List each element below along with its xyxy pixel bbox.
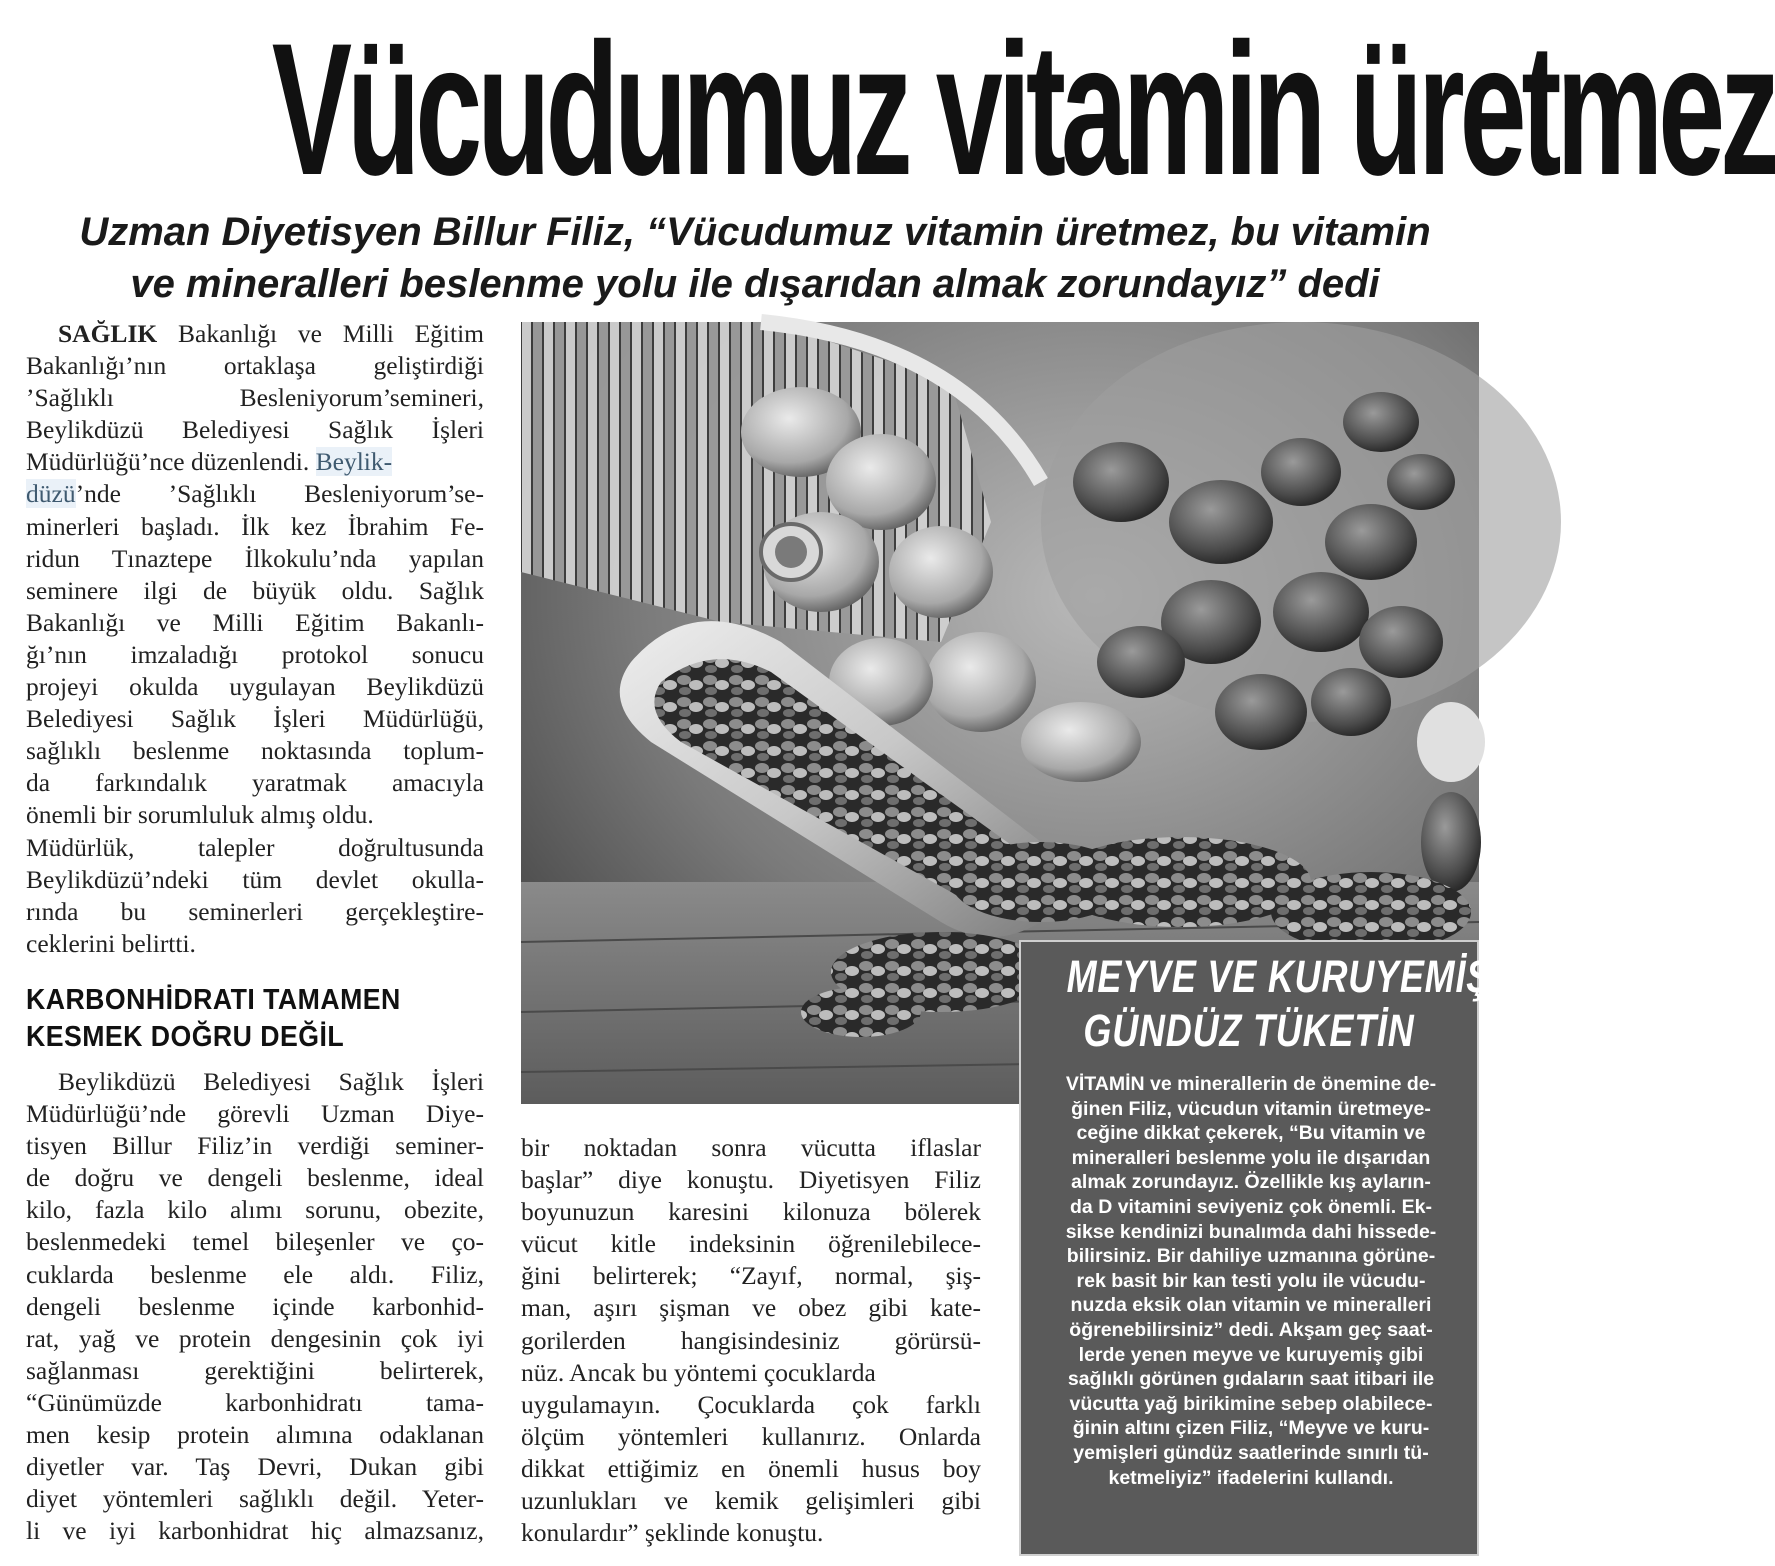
article-line: sağlanması gerektiğini belirterek, xyxy=(26,1355,484,1385)
sidebar-line: lerde yenen meyve ve kuruyemiş gibi xyxy=(1078,1343,1424,1366)
article-line: Bakanlığı ve Milli Eğitim Bakanlı- xyxy=(26,607,484,637)
article-line: SAĞLIK Bakanlığı ve Milli Eğitim xyxy=(58,319,484,348)
highlight-beylikduzu: düzü xyxy=(26,479,76,509)
article-line: “Günümüzde karbonhidratı tama- xyxy=(26,1387,484,1417)
article-line: Müdürlük, talepler doğrultusunda xyxy=(26,832,484,862)
article-line: seminere ilgi de büyük oldu. Sağlık xyxy=(26,575,484,605)
highlight-beylikduzu: Beylik- xyxy=(315,447,393,477)
sidebar-line: ceğine dikkat çekerek, “Bu vitamin ve xyxy=(1076,1122,1426,1145)
article-line: boyunuzun karesini kilonuza bölerek xyxy=(521,1197,981,1227)
article-line: Beylikdüzü’ndeki tüm devlet okulla- xyxy=(26,864,484,894)
article-line: beslenmedeki temel bileşenler ve ço- xyxy=(26,1227,484,1257)
sidebar-line: bilirsiniz. Bir dahiliye uzmanına görüne- xyxy=(1066,1245,1436,1268)
article-line: ğı’nın imzaladığı protokol sonucu xyxy=(26,639,484,669)
sidebar-line: yemişleri gündüz saatlerinde sınırlı tü- xyxy=(1073,1441,1429,1464)
article-line: konulardır” şeklinde konuştu. xyxy=(521,1518,824,1548)
article-line: ğini belirterek; “Zayıf, normal, şiş- xyxy=(521,1261,981,1291)
article-column-1 xyxy=(26,318,484,960)
sidebar-line: ğinen Filiz, vücudun vitamin üretmeye- xyxy=(1071,1097,1431,1120)
article-line: li ve iyi karbonhidrat hiç almazsanız, xyxy=(26,1516,484,1546)
article-line: vücut kitle indeksinin öğrenilebilece- xyxy=(521,1229,981,1259)
article-line: başlar” diye konuştu. Diyetisyen Filiz xyxy=(521,1165,981,1195)
article-line: gorilerden hangisindesiniz görürsü- xyxy=(521,1325,981,1355)
article-line: diyet yöntemleri sağlıklı değil. Yeter- xyxy=(26,1484,484,1514)
article-line: minerleri başladı. İlk kez İbrahim Fe- xyxy=(26,511,484,541)
article-line: ceklerini belirtti. xyxy=(26,928,196,958)
sidebar-line: nuzda eksik olan vitamin ve mineralleri xyxy=(1070,1294,1432,1317)
deck-line: Uzman Diyetisyen Billur Filiz, “Vücudumuz vitamin üretmez, bu vitamin xyxy=(79,210,1431,254)
article-line: ’Sağlıklı Besleniyorum’semineri, xyxy=(26,383,484,413)
article-line: kilo, fazla kilo alımı sorunu, obezite, xyxy=(26,1195,484,1225)
article-line: uzunlukları ve kemik gelişimleri gibi xyxy=(521,1486,981,1516)
sidebar-line: ğinin altını çizen Filiz, “Meyve ve kuru- xyxy=(1072,1417,1430,1440)
sidebar-line: sikse kendinizi bunalımda dahi hissede- xyxy=(1065,1220,1437,1243)
sidebar-line: rek basit bir kan testi yolu ile vücudu- xyxy=(1076,1269,1426,1292)
article-line: uygulamayın. Çocuklarda çok farklı xyxy=(521,1389,981,1419)
article-line: düzü’nde ’Sağlıklı Besleniyorum’se- xyxy=(26,479,484,509)
article-column-1-lower xyxy=(26,1066,484,1547)
article-line: bir noktadan sonra vücutta iflaslar xyxy=(521,1133,981,1162)
article-line: Beylikdüzü Belediyesi Sağlık İşleri xyxy=(26,415,484,445)
article-line: sağlıklı beslenme noktasında toplum- xyxy=(26,736,484,766)
article-line: rında bu seminerleri gerçekleştire- xyxy=(26,896,484,926)
sidebar-line: ketmeliyiz” ifadelerini kullandı. xyxy=(1108,1466,1394,1489)
article-line: Müdürlüğü’nce düzenlendi. Beylik- xyxy=(26,447,393,477)
article-line: nüz. Ancak bu yöntemi çocuklarda xyxy=(521,1357,876,1387)
article-line: Bakanlığı’nın ortaklaşa geliştirdiği xyxy=(26,351,484,381)
article-column-2 xyxy=(521,1132,981,1549)
sidebar-box xyxy=(1019,940,1502,1556)
article-line: diyetler var. Taş Devri, Dukan gibi xyxy=(26,1452,484,1482)
article-line: dengeli beslenme içinde karbonhid- xyxy=(26,1291,484,1321)
article-line: de doğru ve dengeli beslenme, ideal xyxy=(26,1163,484,1193)
deck xyxy=(20,206,1490,310)
sidebar-line: VİTAMİN ve minerallerin de önemine de- xyxy=(1065,1073,1437,1095)
subheading: KARBONHİDRATI TAMAMEN KESMEK DOĞRU DEĞİL xyxy=(26,984,401,1053)
lead-word: SAĞLIK xyxy=(58,319,158,348)
article-line: önemli bir sorumluluk almış oldu. xyxy=(26,800,374,830)
article-line: projeyi okulda uygulayan Beylikdüzü xyxy=(26,672,484,702)
sidebar-body xyxy=(1041,1072,1461,1490)
article-line: man, aşırı şişman ve obez gibi kate- xyxy=(521,1293,981,1323)
article-line: ölçüm yöntemleri kullanırız. Onlarda xyxy=(521,1421,981,1451)
article-line: ridun Tınaztepe İlkokulu’nda yapılan xyxy=(26,543,484,573)
article-line: men kesip protein alımına odaklanan xyxy=(26,1420,484,1450)
article-line: Belediyesi Sağlık İşleri Müdürlüğü, xyxy=(26,704,484,734)
article-line: Beylikdüzü Belediyesi Sağlık İşleri xyxy=(58,1067,484,1096)
article-line: rat, yağ ve protein dengesinin çok iyi xyxy=(26,1323,484,1353)
deck-line: ve mineralleri beslenme yolu ile dışarıdan almak zorundayız” dedi xyxy=(130,262,1380,306)
sidebar-line: mineralleri beslenme yolu ile dışarıdan xyxy=(1071,1146,1431,1169)
article-line: cuklarda beslenme ele aldı. Filiz, xyxy=(26,1259,484,1289)
article-line: dikkat ettiğimiz en önemli husus boy xyxy=(521,1453,981,1483)
sidebar-line: vücutta yağ birikimine sebep olabilece- xyxy=(1069,1392,1433,1415)
article-line: tisyen Billur Filiz’in verdiği seminer- xyxy=(26,1131,484,1161)
sidebar-title: MEYVE VE KURUYEMİŞİ GÜNDÜZ TÜKETİN xyxy=(1066,951,1502,1056)
sidebar-line: sağlıklı görünen gıdaların saat itibari ile xyxy=(1067,1368,1435,1391)
sidebar-line: da D vitamini seviyeniz çok önemli. Ek- xyxy=(1070,1195,1432,1218)
article-line: Müdürlüğü’nde görevli Uzman Diye- xyxy=(26,1099,484,1129)
sidebar-line: almak zorundayız. Özellikle kış ayların- xyxy=(1071,1171,1431,1194)
article-line: da farkındalık yaratmak amacıyla xyxy=(26,768,484,798)
sidebar-line: öğrenebilirsiniz” dedi. Akşam geç saat- xyxy=(1069,1318,1433,1341)
headline: Vücudumuz vitamin üretmez xyxy=(271,4,1775,214)
